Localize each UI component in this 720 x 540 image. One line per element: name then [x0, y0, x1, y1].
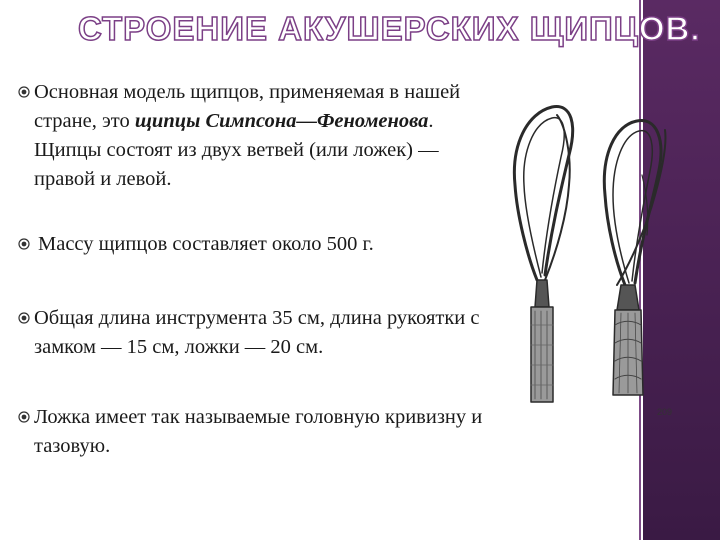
circle-bullet-icon	[18, 238, 30, 250]
bullet-text-emphasis: щипцы Симпсона—Феноменова	[134, 110, 429, 132]
slide-title-text: СТРОЕНИЕ АКУШЕРСКИХ ЩИПЦОВ.	[78, 10, 701, 47]
circle-bullet-icon	[18, 86, 30, 98]
bullet-text-intro: Основная модель щипцов, применяемая в нашей стране, это	[34, 81, 461, 132]
forceps-illustration	[497, 85, 682, 430]
circle-bullet-icon	[18, 312, 30, 324]
circle-bullet-icon	[18, 411, 30, 423]
bullet-text: Общая длина инструмента 35 см, длина рукоятки с замком — 15 см, ложки — 20 см.	[34, 307, 480, 358]
forceps-drawing	[497, 85, 682, 430]
bullet-text: Ложка имеет так называемые головную кривизну и тазовую.	[34, 406, 483, 457]
figure-number: 209	[657, 407, 673, 417]
left-forceps-icon	[514, 107, 572, 402]
bullet-text: Массу щипцов составляет около 500 г.	[38, 233, 374, 255]
right-forceps-icon	[604, 121, 665, 395]
bullet-text	[34, 78, 494, 194]
bullet-text-rest: . Щипцы состоят из двух ветвей (или ложек) — правой и левой.	[34, 110, 439, 190]
